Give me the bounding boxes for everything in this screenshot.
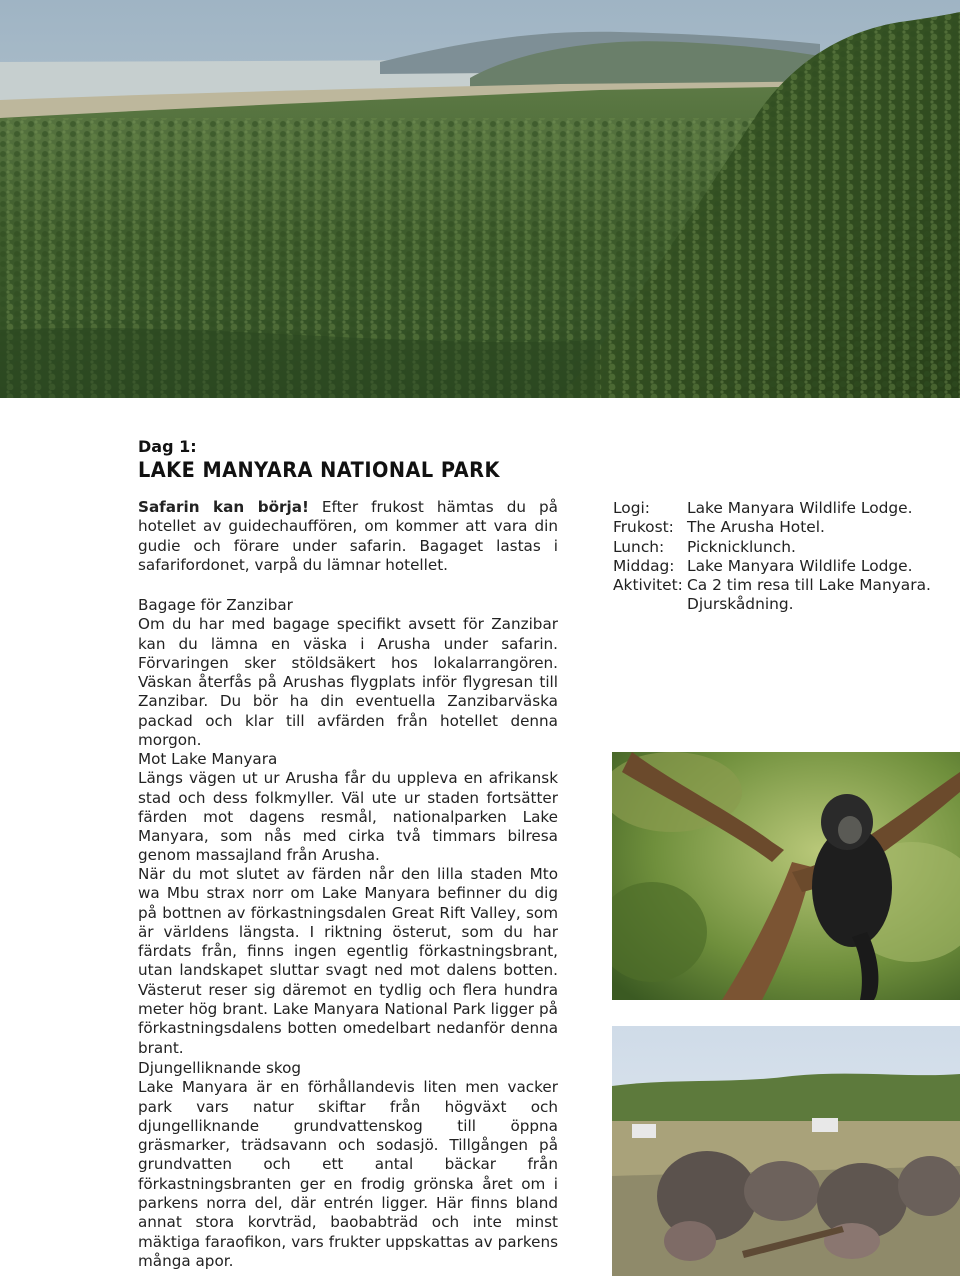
info-value: Picknicklunch.: [687, 537, 796, 556]
toward-section: [138, 750, 558, 866]
info-key: Middag:: [613, 556, 675, 575]
baggage-section: [138, 596, 558, 750]
info-row-aktivitet: [613, 576, 933, 615]
info-value: Ca 2 tim resa till Lake Manyara. Djurskådning.: [687, 576, 931, 614]
info-value: Lake Manyara Wildlife Lodge.: [687, 499, 913, 517]
info-row-logi: [613, 499, 933, 518]
jungle-heading: Djungelliknande skog: [138, 1059, 302, 1077]
info-row-frukost: [613, 518, 933, 537]
hippo-zebra-photo: [612, 1026, 960, 1276]
arrival-text: När du mot slutet av färden når den lilla staden Mto wa Mbu strax norr om Lake Manyara befinner du dig på bottnen av förkastningsdalen Great Rift Valley, som är världens längsta. I riktning österut, som du har färdats från, finns ingen egentlig förkastningsbrant, utan landskapet sluttar svagt ned mot dalens botten. Västerut reser sig däremot en tydlig och flera hundra meter hög brant. Lake Manyara National Park ligger på förkastningsdalens botten omedelbart nedanför denna brant.: [138, 865, 558, 1057]
info-key: Frukost:: [613, 518, 674, 537]
jungle-text: Lake Manyara är en förhållandevis liten men vacker park vars natur skiftar från högväxt och djungelliknande grundvattenskog till öppna gräsmarker, trädsavann och sodasjö. Tillgången på grundvatten och ett antal bäckar från förkastningsbranten ger en frodig grönska året om i parkens norra del, där entrén ligger. Här finns bland annat stora korvträd, baobabträd och inte minst mäktiga faraofikon, vars frukter uppskattas av parkens många apor.: [138, 1078, 558, 1270]
intro-text: Efter frukost hämtas du på hotellet av guidechauffören, om kommer att vara din gudie och förare under safarin. Bagaget lastas i safarifordonet, varpå du lämnar hotellet.: [138, 498, 558, 574]
info-key: Logi:: [613, 499, 650, 517]
info-row-lunch: [613, 538, 933, 557]
toward-text: Längs vägen ut ur Arusha får du uppleva en afrikansk stad och dess folkmyller. Väl ute ur staden fortsätter färden mot dagens resmål, nationalparken Lake Manyara, som nås med cirka två timmars bilresa genom massajland från Arusha.: [138, 769, 558, 865]
toward-heading: Mot Lake Manyara: [138, 750, 278, 768]
monkey-photo: [612, 752, 960, 1000]
info-key: Aktivitet:: [613, 576, 683, 595]
info-value: Lake Manyara Wildlife Lodge.: [687, 556, 913, 575]
intro-paragraph: [138, 498, 558, 575]
day-label: Dag 1:: [138, 437, 197, 456]
arrival-section: [138, 865, 558, 1058]
baggage-text: Om du har med bagage specifikt avsett för Zanzibar kan du lämna en väska i Arusha under safarin. Förvaringen sker stöldsäkert hos lokalarrangören. Väskan återfås på Arushas flygplats inför flygresan till Zanzibar. Du bör ha din eventuella Zanzibarväska packad och klar till avfärden från hotellet denna morgon.: [138, 615, 558, 750]
itinerary-info: [613, 499, 933, 615]
hero-landscape-photo: [0, 0, 960, 398]
info-row-middag: [613, 557, 933, 576]
info-key: Lunch:: [613, 537, 665, 556]
baggage-heading: Bagage för Zanzibar: [138, 596, 293, 614]
intro-section: [138, 498, 558, 575]
info-value: The Arusha Hotel.: [687, 518, 825, 537]
intro-lead: Safarin kan börja!: [138, 498, 309, 516]
day-title: LAKE MANYARA NATIONAL PARK: [138, 458, 500, 482]
jungle-section: [138, 1059, 558, 1271]
